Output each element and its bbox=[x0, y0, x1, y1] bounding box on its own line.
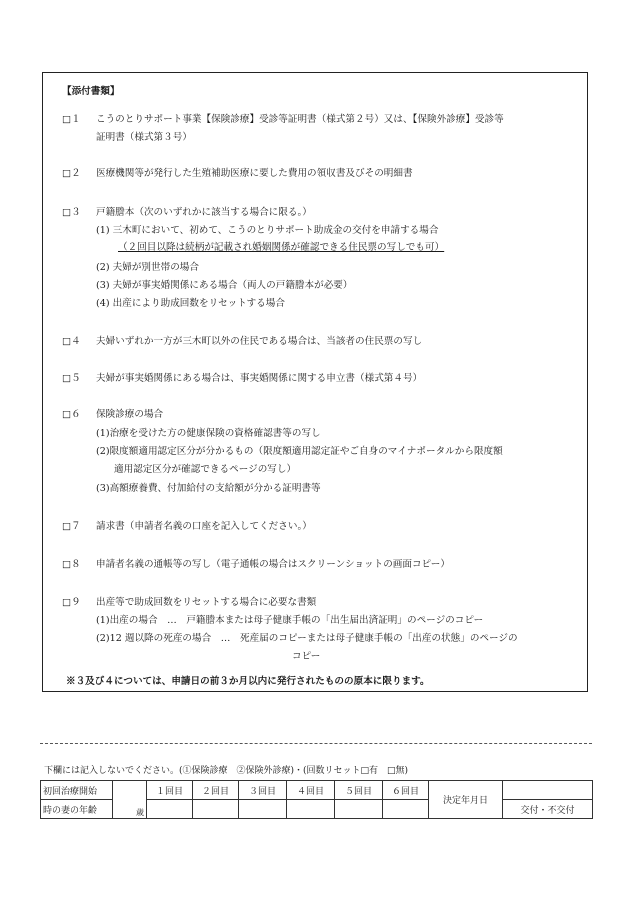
age-unit: 歳 bbox=[113, 781, 147, 819]
section-title: 【添付書類】 bbox=[62, 86, 120, 97]
item-4-text: 夫婦いずれか一方が三木町以外の住民である場合は、当該者の住民票の写し bbox=[96, 336, 423, 347]
result-label: 交付・不交付 bbox=[503, 800, 593, 819]
item-7-text: 請求書（申請者名義の口座を記入してください。） bbox=[96, 521, 312, 532]
item-6-text: 保険診療の場合 bbox=[96, 409, 164, 420]
item-9-checkbox[interactable]: □９ bbox=[62, 597, 81, 608]
item-6-sub-3: (3)高額療養費、付加給付の支給額が分かる証明書等 bbox=[96, 483, 321, 494]
round-6-cell bbox=[383, 800, 429, 819]
item-2-checkbox[interactable]: □２ bbox=[62, 168, 81, 179]
item-6-checkbox[interactable]: □６ bbox=[62, 409, 81, 420]
item-9-sub-2-cont: コピー bbox=[292, 651, 321, 662]
item-3-sub-3: (3) 夫婦が事実婚関係にある場合（両人の戸籍謄本が必要） bbox=[96, 280, 353, 291]
item-8-checkbox[interactable]: □８ bbox=[62, 559, 81, 570]
round-1-label: １回目 bbox=[147, 781, 193, 800]
item-5-checkbox[interactable]: □５ bbox=[62, 373, 81, 384]
age-label-line2: 時の妻の年齢 bbox=[41, 800, 113, 819]
item-3-sub-1-note: （２回目以降は続柄が記載され婚姻関係が確認できる住民票の写しでも可） bbox=[118, 242, 445, 253]
round-4-cell bbox=[287, 800, 335, 819]
item-1-checkbox[interactable]: □１ bbox=[62, 114, 81, 125]
round-1-cell bbox=[147, 800, 193, 819]
cut-line bbox=[40, 743, 592, 744]
round-2-cell bbox=[193, 800, 239, 819]
round-2-label: ２回目 bbox=[193, 781, 239, 800]
item-3-sub-2: (2) 夫婦が別世帯の場合 bbox=[96, 262, 199, 273]
round-5-cell bbox=[335, 800, 383, 819]
item-5-text: 夫婦が事実婚関係にある場合は、事実婚関係に関する申立書（様式第４号） bbox=[96, 373, 423, 384]
item-3-sub-1: (1) 三木町において、初めて、こうのとりサポート助成金の交付を申請する場合 bbox=[96, 225, 439, 236]
decision-date-label: 決定年月日 bbox=[429, 781, 503, 819]
round-6-label: ６回目 bbox=[383, 781, 429, 800]
item-6-sub-2-cont: 適用認定区分が確認できるページの写し） bbox=[114, 464, 297, 475]
item-9-sub-2: (2)12 週以降の死産の場合 … 死産届のコピーまたは母子健康手帳の「出産の状態」のページの bbox=[96, 633, 518, 644]
office-instruction: 下欄には記入しないでください。(①保険診療 ②保険外診療)・(回数リセット□有 □無) bbox=[44, 766, 408, 776]
validity-note: ※３及び４については、申請日の前３か月以内に発行されたものの原本に限ります。 bbox=[66, 676, 430, 687]
round-3-cell bbox=[239, 800, 287, 819]
decision-date-cell bbox=[503, 781, 593, 800]
item-6-sub-2: (2)限度額適用認定区分が分かるもの（限度額適用認定証やご自身のマイナポータルから限度額 bbox=[96, 446, 503, 457]
item-3-text: 戸籍謄本（次のいずれかに該当する場合に限る。） bbox=[96, 207, 312, 218]
round-3-label: ３回目 bbox=[239, 781, 287, 800]
item-3-checkbox[interactable]: □３ bbox=[62, 207, 81, 218]
item-4-checkbox[interactable]: □４ bbox=[62, 336, 81, 347]
item-6-sub-1: (1)治療を受けた方の健康保険の資格確認書等の写し bbox=[96, 428, 321, 439]
item-3-sub-4: (4) 出産により助成回数をリセットする場合 bbox=[96, 298, 285, 309]
office-use-table bbox=[40, 780, 593, 819]
round-4-label: ４回目 bbox=[287, 781, 335, 800]
item-9-text: 出産等で助成回数をリセットする場合に必要な書類 bbox=[96, 597, 317, 608]
age-label-line1: 初回治療開始 bbox=[41, 781, 113, 800]
item-2-text: 医療機関等が発行した生殖補助医療に要した費用の領収書及びその明細書 bbox=[96, 168, 413, 179]
item-1-text: こうのとりサポート事業【保険診療】受診等証明書（様式第２号）又は、【保険外診療】受診等 bbox=[96, 114, 504, 125]
item-9-sub-1: (1)出産の場合 … 戸籍謄本または母子健康手帳の「出生届出済証明」のページのコピー bbox=[96, 615, 484, 626]
round-5-label: ５回目 bbox=[335, 781, 383, 800]
item-8-text: 申請者名義の通帳等の写し（電子通帳の場合はスクリーンショットの画面コピー） bbox=[96, 559, 450, 570]
item-1-text-cont: 証明書（様式第３号） bbox=[96, 132, 192, 143]
item-7-checkbox[interactable]: □７ bbox=[62, 521, 81, 532]
